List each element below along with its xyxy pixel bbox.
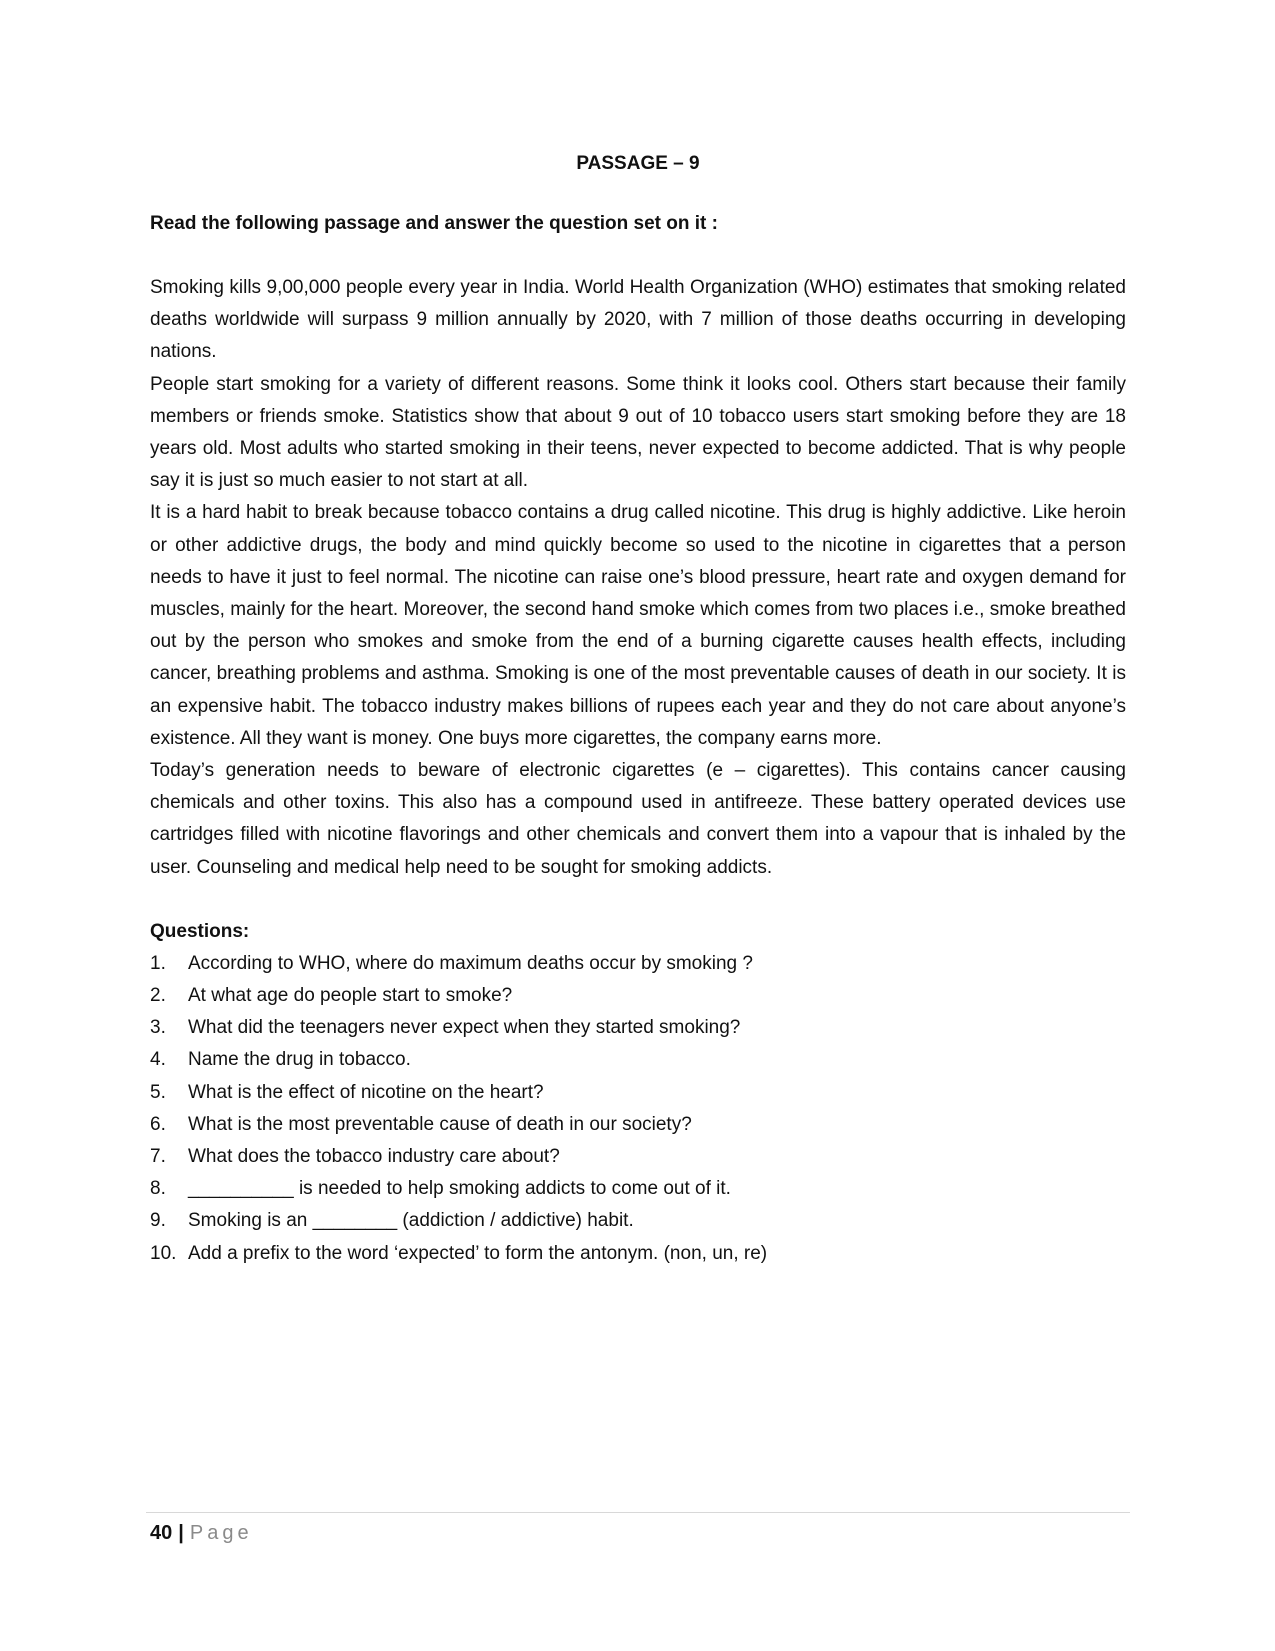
question-text: Smoking is an ________ (addiction / addictive) habit. (188, 1210, 634, 1232)
question-text: Add a prefix to the word ‘expected’ to form the antonym. (non, un, re) (188, 1242, 768, 1264)
question-number: 5. (150, 1081, 166, 1103)
page-footer (150, 1518, 253, 1548)
question-item (150, 1077, 1126, 1109)
questions-heading: Questions: (150, 920, 250, 942)
question-text: __________ is needed to help smoking addicts to come out of it. (188, 1178, 731, 1200)
footer-separator: | (178, 1522, 184, 1544)
passage-paragraph-3: It is a hard habit to break because tobacco contains a drug called nicotine. This drug is highly addictive. Like heroin or other addictive drugs, the body and mind quickly become so used to the nicotine in cigarettes that a person needs to have it just to feel normal. The nicotine can raise one’s blood pressure, heart rate and oxygen demand for muscles, mainly for the heart. Moreover, the second hand smoke which comes from two places i.e., smoke breathed out by the person who smokes and smoke from the end of a burning cigarette causes health effects, including cancer, breathing problems and asthma. Smoking is one of the most preventable causes of death in our society. It is an expensive habit. The tobacco industry makes billions of rupees each year and they do not care about anyone’s existence. All they want is money. One buys more cigarettes, the company earns more. (150, 502, 1126, 749)
passage-paragraph-2: People start smoking for a variety of different reasons. Some think it looks cool. Others start because their family members or friends smoke. Statistics show that about 9 out of 10 tobacco users start smoking before they are 18 years old. Most adults who started smoking in their teens, never expected to become addicted. That is why people say it is just so much easier to not start at all. (150, 373, 1126, 492)
question-number: 1. (150, 952, 166, 974)
question-text: According to WHO, where do maximum deaths occur by smoking ? (188, 952, 753, 974)
instruction-text: Read the following passage and answer the question set on it : (150, 213, 718, 234)
question-item (150, 1205, 1126, 1237)
question-number: 3. (150, 1017, 166, 1039)
passage-paragraph-4: Today’s generation needs to beware of electronic cigarettes (e – cigarettes). This contains cancer causing chemicals and other toxins. This also has a compound used in antifreeze. These battery operated devices use cartridges filled with nicotine flavorings and other chemicals and convert them into a vapour that is inhaled by the user. Counseling and medical help need to be sought for smoking addicts. (150, 760, 1126, 878)
document-page (150, 148, 1126, 1270)
question-number: 8. (150, 1178, 166, 1200)
question-text: Name the drug in tobacco. (188, 1049, 411, 1071)
question-text: At what age do people start to smoke? (188, 985, 513, 1007)
question-item (150, 1238, 1126, 1270)
passage-paragraph-1: Smoking kills 9,00,000 people every year in India. World Health Organization (WHO) estimates that smoking related deaths worldwide will surpass 9 million annually by 2020, with 7 million of those deaths occurring in developing nations. (150, 277, 1126, 363)
question-text: What is the most preventable cause of death in our society? (188, 1113, 692, 1135)
questions-list (150, 948, 1126, 1270)
question-item (150, 980, 1126, 1012)
question-number: 10. (150, 1242, 177, 1264)
question-item (150, 1012, 1126, 1044)
question-item (150, 1044, 1126, 1076)
question-number: 9. (150, 1210, 166, 1232)
passage-title: PASSAGE – 9 (576, 153, 700, 174)
passage-body (150, 272, 1126, 884)
page-number: 40 (150, 1522, 173, 1544)
question-text: What is the effect of nicotine on the heart? (188, 1081, 544, 1103)
page-label: Page (189, 1522, 253, 1544)
question-number: 2. (150, 985, 166, 1007)
question-item (150, 1173, 1126, 1205)
question-text: What does the tobacco industry care about? (188, 1146, 560, 1168)
question-item (150, 1141, 1126, 1173)
footer-divider (146, 1512, 1130, 1513)
question-number: 7. (150, 1146, 166, 1168)
question-text: What did the teenagers never expect when they started smoking? (188, 1017, 741, 1039)
question-number: 6. (150, 1113, 166, 1135)
question-item (150, 1109, 1126, 1141)
question-item (150, 948, 1126, 980)
question-number: 4. (150, 1049, 166, 1071)
